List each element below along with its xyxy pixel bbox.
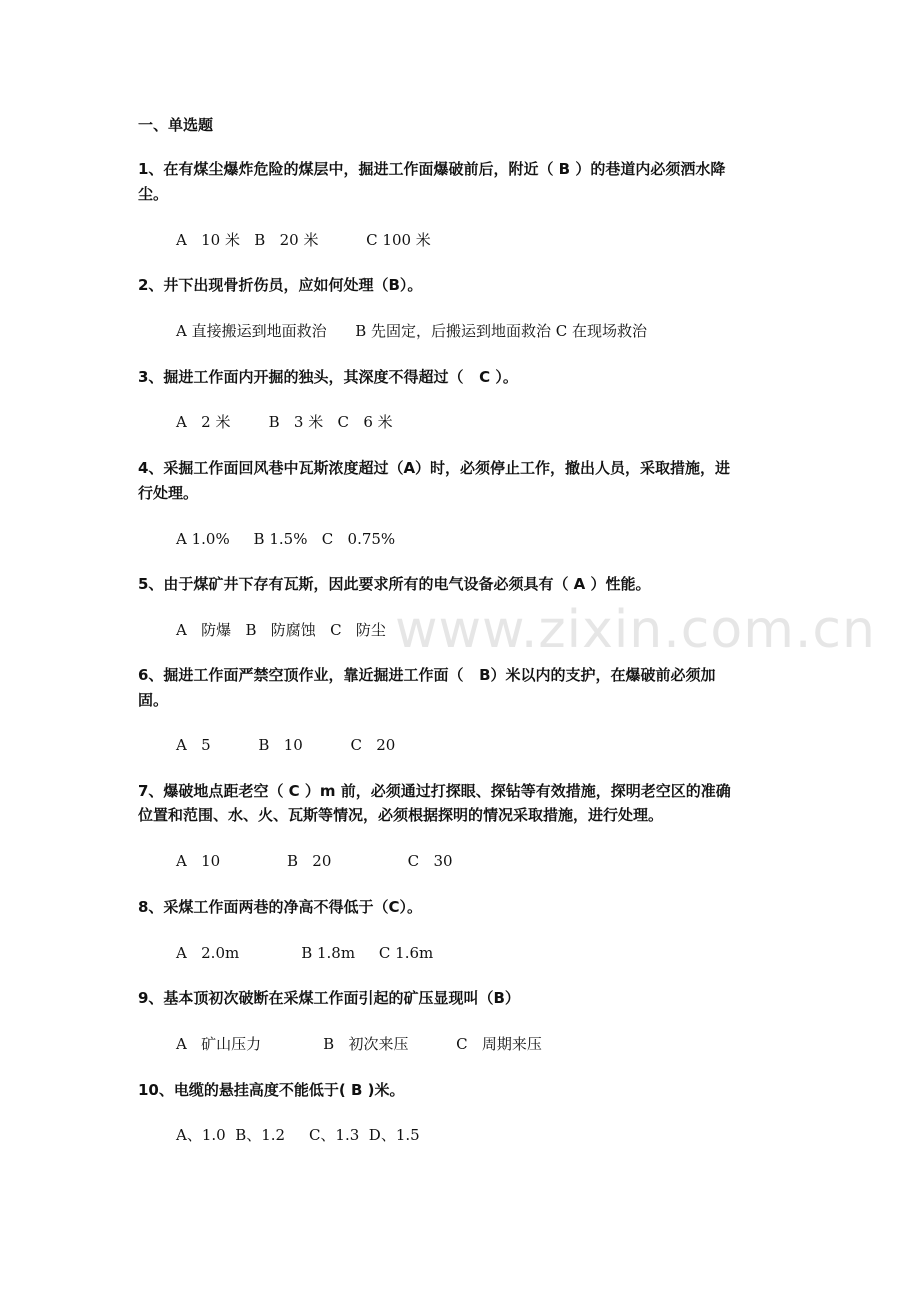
question-2: 2、井下出现骨折伤员，应如何处理（B）。 xyxy=(138,276,423,294)
section-heading: 一、单选题 xyxy=(138,116,214,134)
question-5: 5、由于煤矿井下存有瓦斯，因此要求所有的电气设备必须具有（ A ）性能。 xyxy=(138,575,651,593)
question-6-cont: 固。 xyxy=(138,691,169,709)
question-2-options: A 直接搬运到地面救治 B 先固定，后搬运到地面救治 C 在现场救治 xyxy=(176,322,648,340)
question-4-options: A 1.0% B 1.5% C 0.75% xyxy=(176,530,396,548)
question-7-options: A 10 B 20 C 30 xyxy=(176,852,453,870)
question-9-options: A 矿山压力 B 初次来压 C 周期来压 xyxy=(176,1035,542,1053)
question-10-options: A、1.0 B、1.2 C、1.3 D、1.5 xyxy=(176,1126,420,1144)
question-1: 1、在有煤尘爆炸危险的煤层中，掘进工作面爆破前后，附近（ B ）的巷道内必须洒水降 xyxy=(138,160,726,178)
question-7: 7、爆破地点距老空（ C ）m 前，必须通过打探眼、探钻等有效措施，探明老空区的准确 xyxy=(138,782,731,800)
question-7-cont: 位置和范围、水、火、瓦斯等情况，必须根据探明的情况采取措施，进行处理。 xyxy=(138,806,664,824)
question-9: 9、基本顶初次破断在采煤工作面引起的矿压显现叫（B） xyxy=(138,989,520,1007)
question-5-options: A 防爆 B 防腐蚀 C 防尘 xyxy=(176,621,386,639)
question-4-cont: 行处理。 xyxy=(138,484,199,502)
question-10: 10、电缆的悬挂高度不能低于( B )米。 xyxy=(138,1081,405,1099)
question-8-options: A 2.0m B 1.8m C 1.6m xyxy=(176,944,434,962)
question-6-options: A 5 B 10 C 20 xyxy=(176,736,396,754)
watermark: www.zixin.com.cn xyxy=(395,600,876,660)
question-3: 3、掘进工作面内开掘的独头，其深度不得超过（ C ）。 xyxy=(138,368,518,386)
question-6: 6、掘进工作面严禁空顶作业，靠近掘进工作面（ B）米以内的支护，在爆破前必须加 xyxy=(138,666,716,684)
question-1-options: A 10 米 B 20 米 C 100 米 xyxy=(176,231,431,249)
question-3-options: A 2 米 B 3 米 C 6 米 xyxy=(176,413,393,431)
question-4: 4、采掘工作面回风巷中瓦斯浓度超过（A）时，必须停止工作，撤出人员，采取措施，进 xyxy=(138,459,731,477)
question-8: 8、采煤工作面两巷的净高不得低于（C）。 xyxy=(138,898,422,916)
question-1-cont: 尘。 xyxy=(138,185,169,203)
